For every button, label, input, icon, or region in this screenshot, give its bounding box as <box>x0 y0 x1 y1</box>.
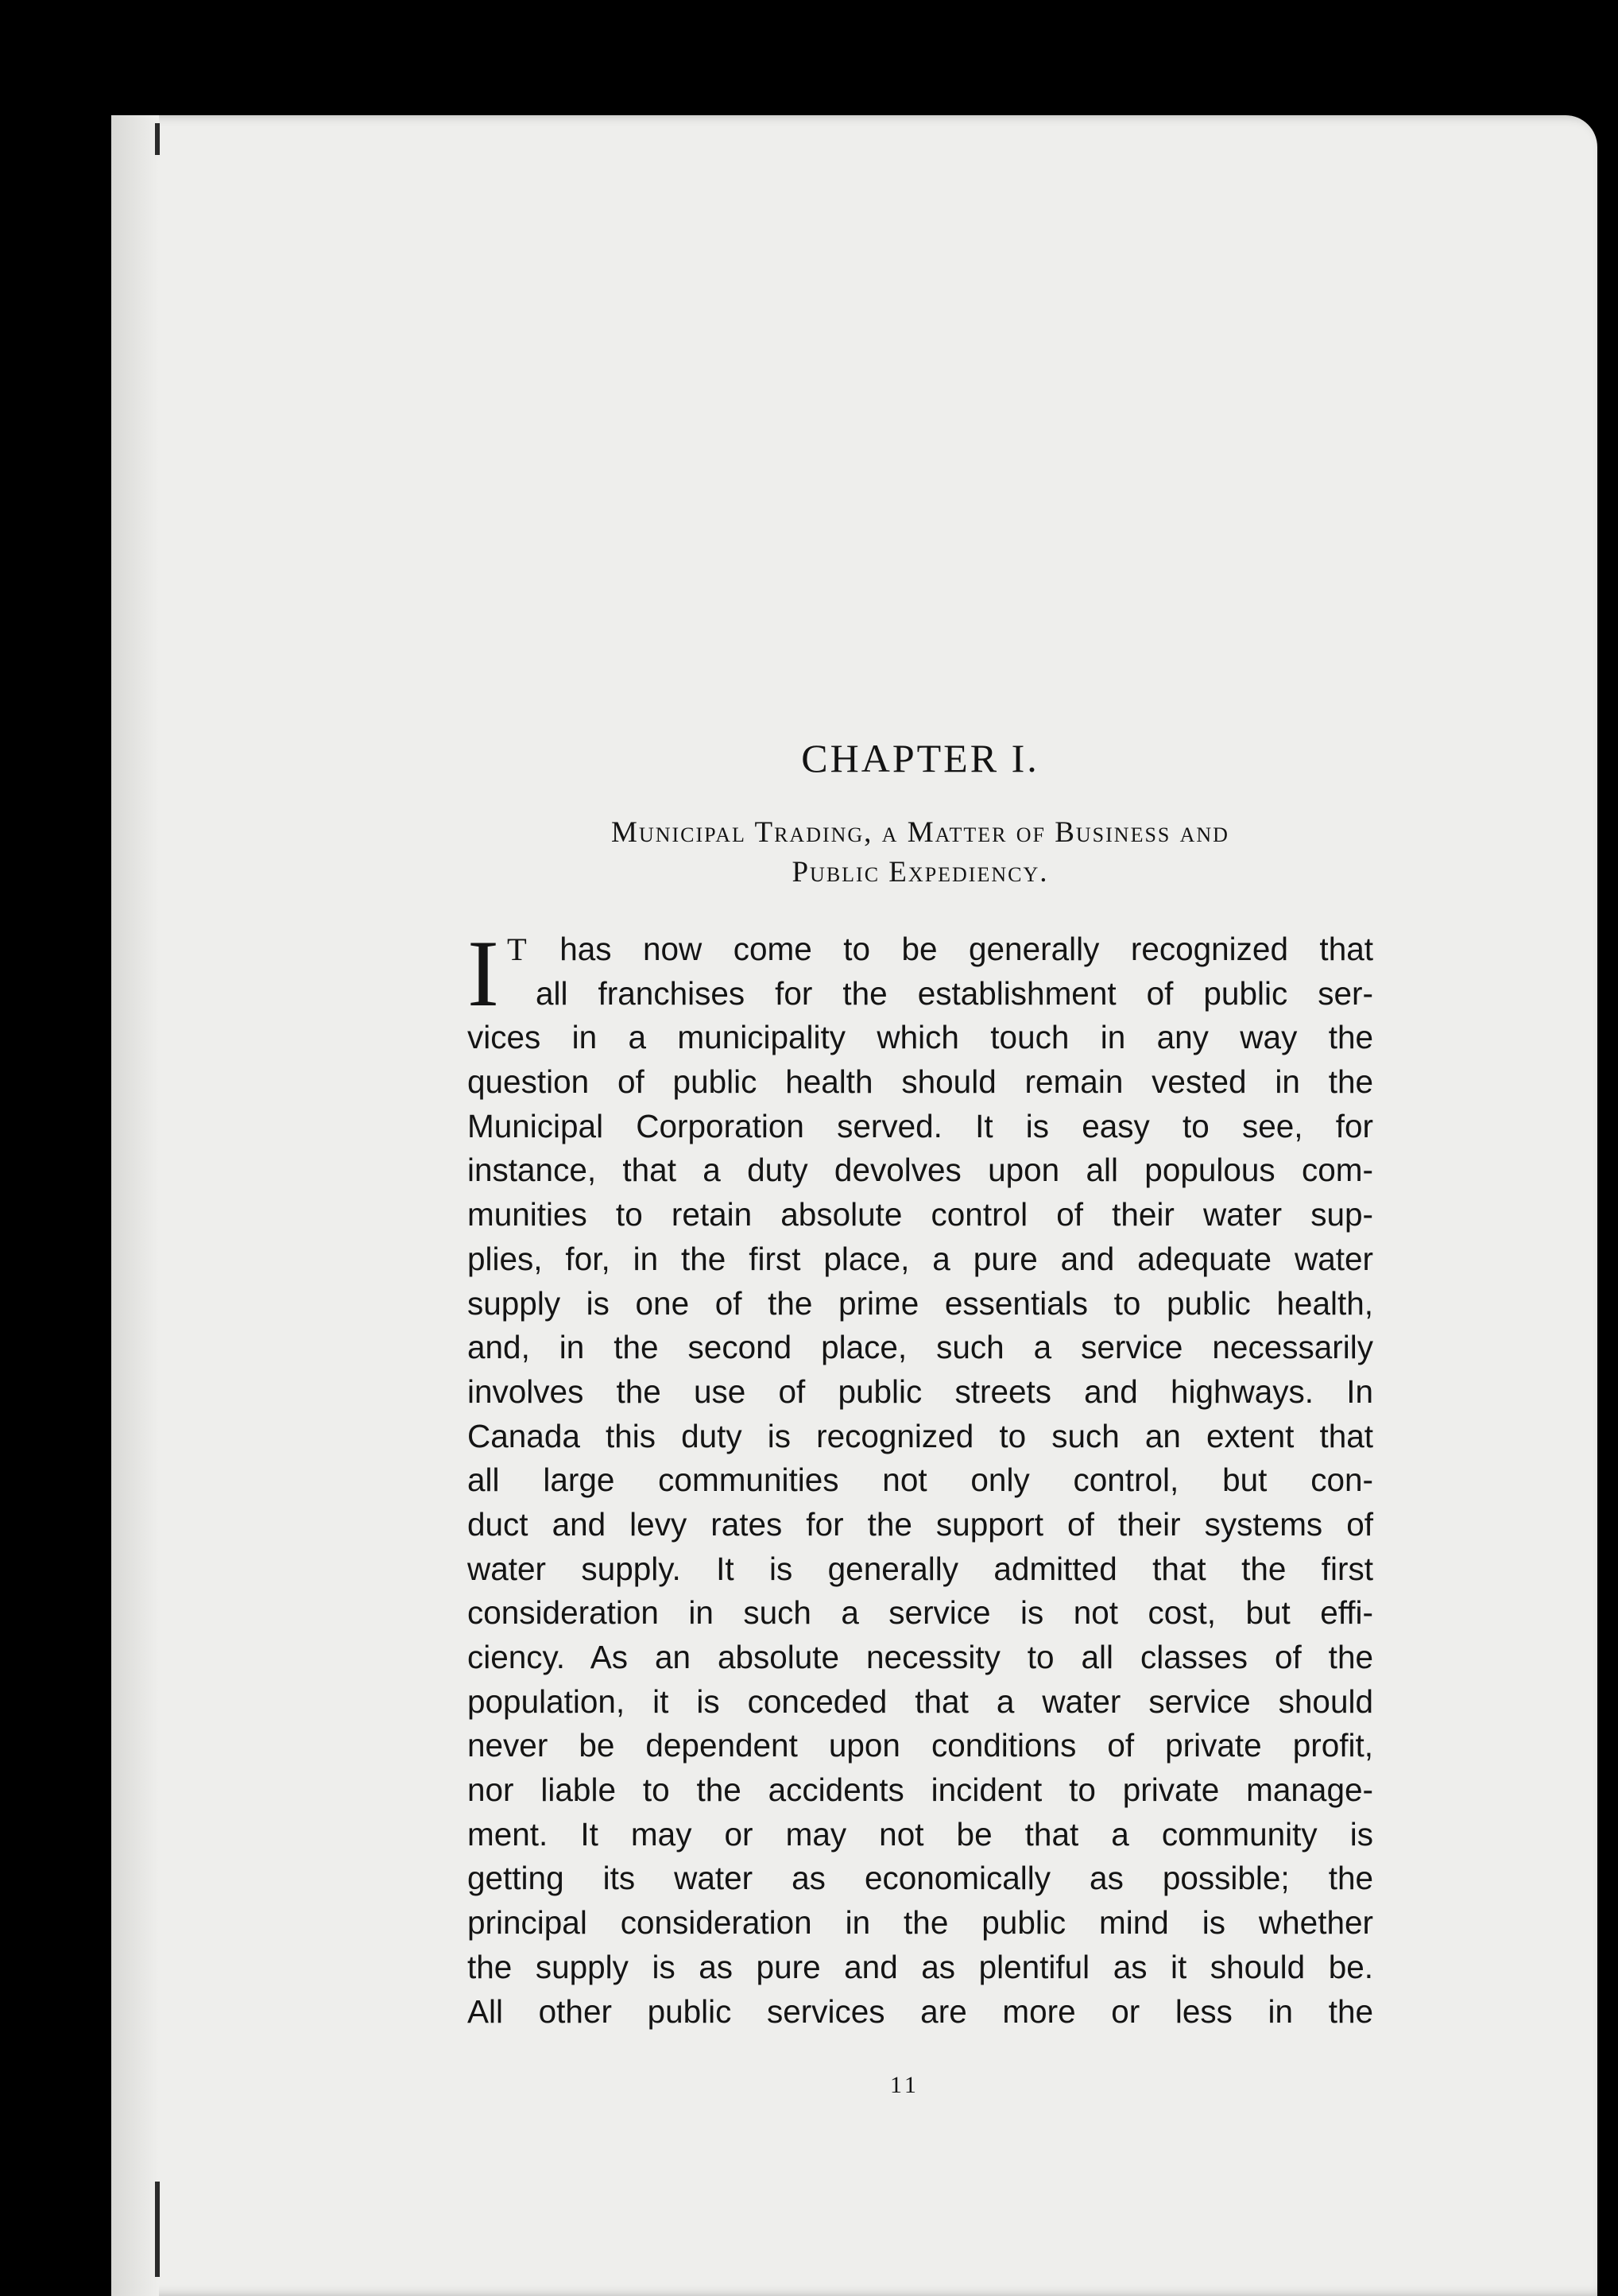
text-line: and, in the second place, such a service necessarily <box>467 1329 1373 1366</box>
text-line: instance, that a duty devolves upon all populous com- <box>467 1152 1373 1189</box>
text-line: nor liable to the accidents incident to private manage- <box>467 1771 1373 1809</box>
text-line: question of public health should remain vested in the <box>467 1063 1373 1101</box>
drop-cap: I <box>467 920 499 1026</box>
text-line <box>467 927 1373 972</box>
text-line: ciency. As an absolute necessity to all classes of the <box>467 1639 1373 1675</box>
chapter-title <box>467 813 1373 892</box>
chapter-title-line: Municipal Trading, a Matter of Business and <box>611 816 1229 849</box>
page-gutter <box>111 115 159 2296</box>
text-line: never be dependent upon conditions of private profit, <box>467 1727 1373 1764</box>
text-line: munities to retain absolute control of their water sup- <box>467 1196 1373 1233</box>
text-line: plies, for, in the first place, a pure and adequate water <box>467 1240 1373 1277</box>
chapter-title-line: Public Expediency. <box>792 856 1049 889</box>
text-line: vices in a municipality which touch in any way the <box>467 1019 1373 1056</box>
first-word-rest: T <box>506 931 528 967</box>
text-line: All other public services are more or less in the <box>467 1992 1373 2030</box>
text-line: Canada this duty is recognized to such an extent that <box>467 1417 1373 1454</box>
text-line: principal consideration in the public mind is whether <box>467 1904 1373 1942</box>
text-line: supply is one of the prime essentials to public health, <box>467 1284 1373 1322</box>
page-number: 11 <box>890 2072 919 2098</box>
body-paragraph <box>467 920 1373 2034</box>
gutter-mark <box>155 123 160 155</box>
book-page <box>111 115 1597 2296</box>
text-line: water supply. It is generally admitted that the first <box>467 1550 1373 1587</box>
text-line: the supply is as pure and as plentiful as it should be. <box>467 1948 1373 1985</box>
text-line-content: has now come to be generally recognized that <box>559 931 1373 967</box>
text-line: population, it is conceded that a water service should <box>467 1682 1373 1720</box>
chapter-heading: CHAPTER I. <box>801 736 1039 780</box>
text-line: duct and levy rates for the support of their systems of <box>467 1505 1373 1543</box>
text-line: getting its water as economically as possible; the <box>467 1860 1373 1897</box>
text-line: all large communities not only control, but con- <box>467 1462 1373 1499</box>
text-line: involves the use of public streets and highways. In <box>467 1373 1373 1410</box>
text-line: ment. It may or may not be that a community is <box>467 1815 1373 1853</box>
chapter-content <box>467 735 1373 2034</box>
text-line: Municipal Corporation served. It is easy to see, for <box>467 1107 1373 1144</box>
text-line: all franchises for the establishment of public ser- <box>536 974 1373 1012</box>
text-line: consideration in such a service is not cost, but effi- <box>467 1594 1373 1632</box>
gutter-mark <box>155 2182 160 2277</box>
